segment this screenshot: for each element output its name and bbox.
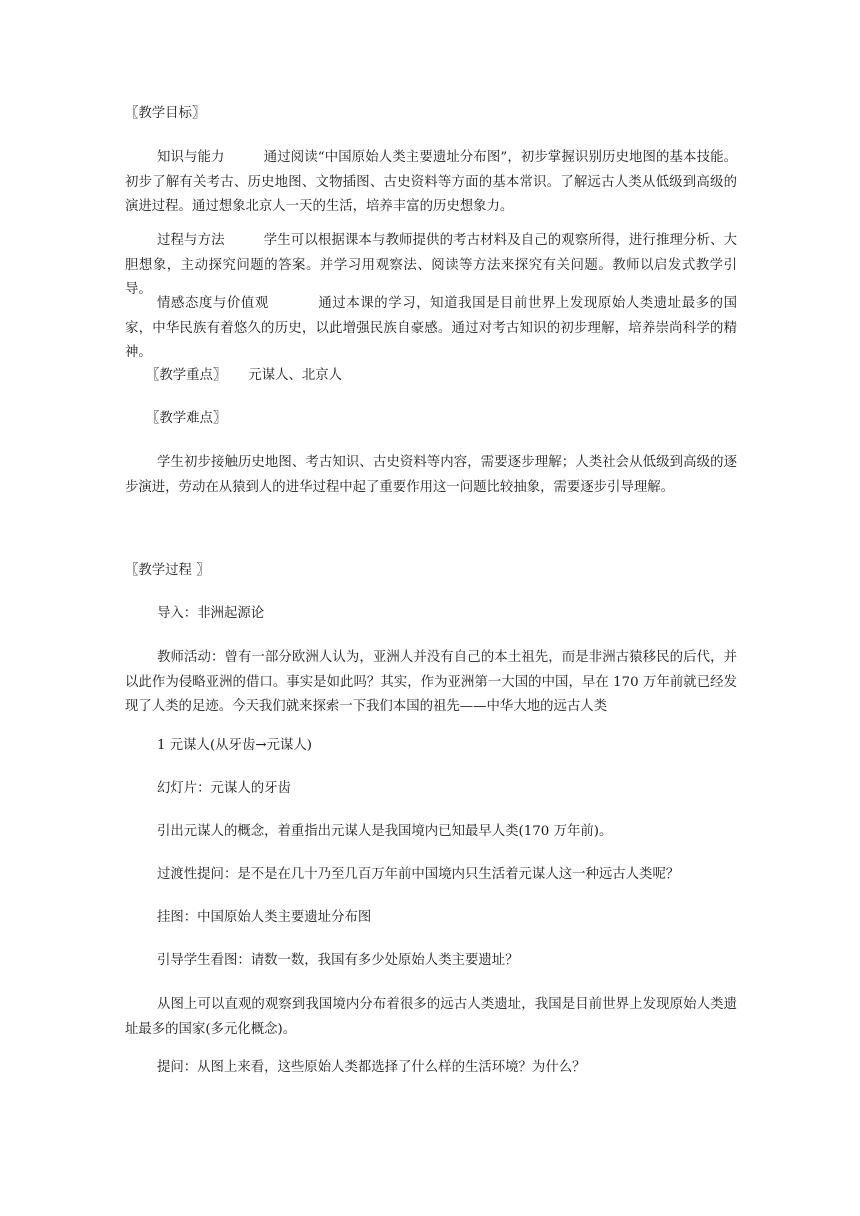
guide-note: 引导学生看图：请数一数，我国有多少处原始人类主要遗址？ [157, 953, 519, 968]
teacher-activity: 教师活动：曾有一部分欧洲人认为，亚洲人并没有自己的本土祖先，而是非洲古猿移民的后代，并以此作为侵略亚洲的借口。事实是如此吗？其实，作为亚洲第一大国的中国，早在 170 万年前就已经发现了人类的足迹。今天我们就来探索一下我们本国的祖先——中华大地的远古人类 [125, 650, 737, 714]
observation-text: 从图上可以直观的观察到我国境内分布着很多的远古人类遗址，我国是目前世界上发现原始人类遗址最多的国家(多元化概念)。 [125, 997, 737, 1037]
key-points-text: 元谋人、北京人 [248, 368, 343, 383]
process-heading: 〖教学过程 〗 [125, 563, 210, 578]
objective-knowledge [125, 146, 737, 220]
concept-note: 引出元谋人的概念，着重指出元谋人是我国境内已知最早人类(170 万年前)。 [157, 824, 613, 839]
key-points-label: 〖教学重点〗 [146, 368, 227, 383]
objectives-heading: 〖教学目标〗 [125, 106, 206, 121]
transition-question: 过渡性提问：是不是在几十乃至几百万年前中国境内只生活着元谋人这一种远古人类呢？ [157, 867, 680, 882]
difficulties-label: 〖教学难点〗 [146, 411, 227, 426]
question-text: 提问：从图上来看，这些原始人类都选择了什么样的生活环境？为什么？ [157, 1060, 586, 1075]
section-yuanmou: 1 元谋人(从牙齿→元谋人) [157, 738, 312, 753]
objective-values-text: 通过本课的学习，知道我国是目前世界上发现原始人类遗址最多的国家，中华民族有着悠久的历史，以此增强民族自豪感。通过对考古知识的初步理解，培养崇尚科学的精神。 [125, 296, 738, 360]
objective-process-label: 过程与方法 [157, 233, 225, 248]
process-intro: 导入：非洲起源论 [157, 606, 265, 621]
objective-values [125, 292, 737, 366]
map-note: 挂图：中国原始人类主要遗址分布图 [157, 910, 372, 925]
objective-values-label: 情感态度与价值观 [157, 296, 269, 311]
key-points [146, 365, 342, 387]
slide-note: 幻灯片：元谋人的牙齿 [157, 781, 291, 796]
difficulties-text: 学生初步接触历史地图、考古知识、古史资料等内容，需要逐步理解；人类社会从低级到高级的逐步演进，劳动在从猿到人的进华过程中起了重要作用这一问题比较抽象，需要逐步引导理解。 [125, 455, 737, 495]
objective-process-text: 学生可以根据课本与教师提供的考古材料及自己的观察所得，进行推理分析、大胆想象，主动探究问题的答案。并学习用观察法、阅读等方法来探究有关问题。教师以启发式教学引导。 [125, 233, 737, 297]
objective-knowledge-text: 通过阅读“中国原始人类主要遗址分布图”，初步掌握识别历史地图的基本技能。初步了解有关考古、历史地图、文物插图、古史资料等方面的基本常识。了解远古人类从低级到高级的演进过程。通过想象北京人一天的生活，培养丰富的历史想象力。 [125, 150, 737, 214]
objective-knowledge-label: 知识与能力 [157, 150, 225, 165]
